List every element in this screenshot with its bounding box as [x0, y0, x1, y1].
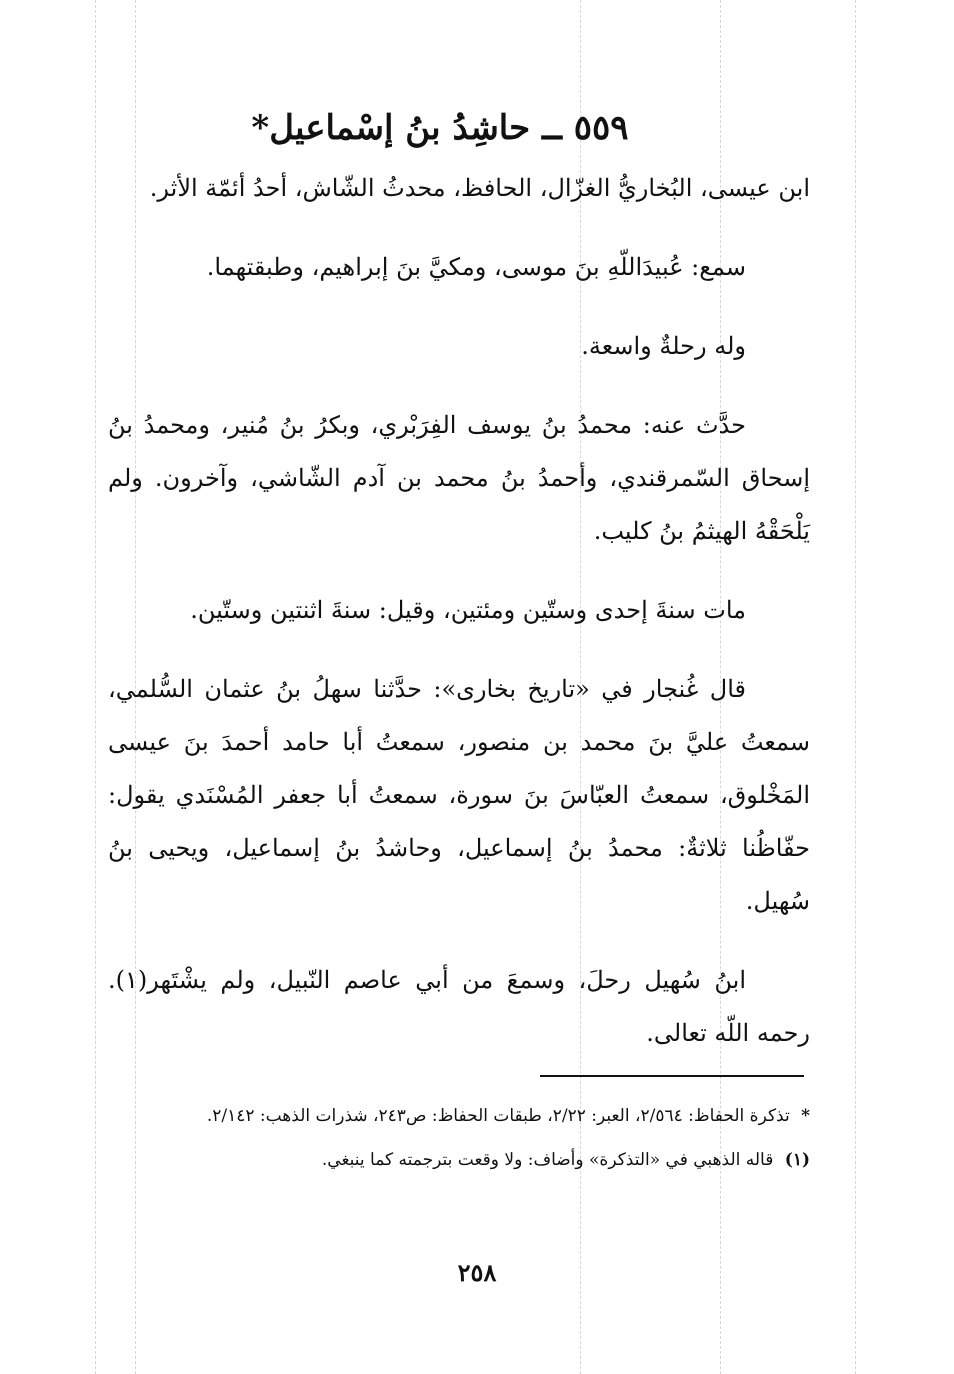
- paragraph-lineage: ابن عيسى، البُخاريُّ الغزّال، الحافظ، محدثُ الشّاش، أحدُ أئمّة الأثر.: [149, 174, 810, 202]
- footnote-sources-text: تذكرة الحفاظ: ٢/٥٦٤، العبر: ٢/٢٢، طبقات الحفاظ: ص٢٤٣، شذرات الذهب: ٢/١٤٢.: [206, 1106, 790, 1126]
- scan-guide-line: [95, 0, 96, 1374]
- scan-guide-line: [855, 0, 856, 1374]
- paragraph-students: حدَّث عنه: محمدُ بنُ يوسف الفِرَبْري، وبكرُ بنُ مُنير، ومحمدُ بنُ إسحاق السّمرقندي، وأحمدُ بنُ محمد بن آدم الشّاشي، وآخرون. ولم يَلْحَقْهُ الهيثمُ بنُ كليب.: [108, 411, 810, 545]
- paragraph-ibn-suhail: ابنُ سُهيل رحلَ، وسمعَ من أبي عاصم النّبيل، ولم يشْتَهر(١). رحمه اللّه تعالى.: [108, 966, 810, 1047]
- footnotes: [108, 1098, 810, 1186]
- paragraph-death: مات سنةَ إحدى وستّين ومئتين، وقيل: سنةَ اثنتين وستّين.: [190, 596, 746, 624]
- footnote-sources: [108, 1098, 810, 1134]
- paragraph-ghunjar: قال غُنجار في «تاريخ بخارى»: حدَّثنا سهلُ بنُ عثمان السُّلمي، سمعتُ عليَّ بنَ محمد بن منصور، سمعتُ أبا حامد أحمدَ بنَ عيسى المَخْلوق، سمعتُ العبّاسَ بنَ سورة، سمعتُ أبا جعفر المُسْنَدي يقول: حفّاظُنا ثلاثةٌ: محمدُ بنُ إسماعيل، وحاشدُ بنُ إسماعيل، ويحيى بنُ سُهيل.: [108, 675, 810, 915]
- footnote-divider: [540, 1075, 804, 1077]
- footnote-1: [108, 1142, 810, 1178]
- entry-title: ٥٥٩ ــ حاشِدُ بنُ إسْماعيل*: [251, 108, 629, 148]
- footnote-1-mark: (١): [784, 1150, 810, 1170]
- entry-body: [108, 162, 810, 1060]
- footnote-1-text: قاله الذهبي في «التذكرة» وأضاف: ولا وقعت بترجمته كما ينبغي.: [321, 1150, 774, 1170]
- paragraph-teachers: سمع: عُبيدَاللّهِ بنَ موسى، ومكيَّ بنَ إبراهيم، وطبقتهما.: [206, 253, 746, 281]
- footnote-star-mark: *: [801, 1106, 810, 1126]
- page-number: ٢٥٨: [457, 1258, 497, 1287]
- paragraph-travel: وله رحلةٌ واسعة.: [581, 332, 746, 360]
